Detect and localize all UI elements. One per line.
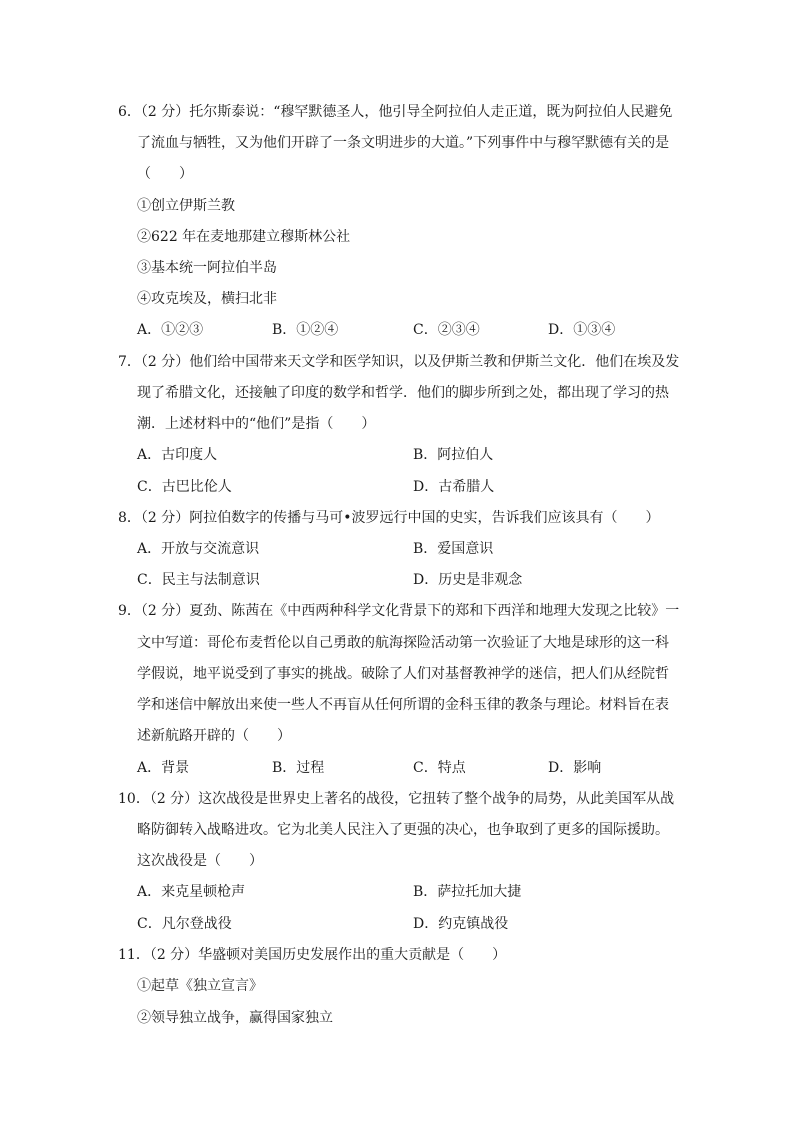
question-6-item-2: ②622 年在麦地那建立穆斯林公社: [137, 229, 351, 245]
question-6-option-b: B．①②④: [272, 322, 339, 338]
question-7-option-c: C．古巴比伦人: [137, 479, 232, 495]
question-11-stem-line-1: 11．（2 分）华盛顿对美国历史发展作出的重大贡献是（ ）: [118, 947, 507, 963]
question-6-option-a: A．①②③: [137, 322, 204, 338]
question-7-option-a: A．古印度人: [137, 447, 218, 463]
question-8-option-b: B．爱国意识: [413, 541, 494, 557]
question-9-option-d: D．影响: [548, 760, 602, 776]
question-6-item-4: ④攻克埃及，横扫北非: [137, 291, 277, 307]
question-10-option-c: C．凡尔登战役: [137, 916, 232, 932]
question-9-option-b: B．过程: [272, 760, 325, 776]
question-9-stem-line-1: 9．（2 分）夏劲、陈茜在《中西两种科学文化背景下的郑和下西洋和地理大发现之比较》一: [118, 603, 680, 619]
question-7-stem-line-2: 现了希腊文化，还接触了印度的数学和哲学．他们的脚步所到之处，都出现了学习的热: [137, 385, 669, 401]
question-7-option-d: D．古希腊人: [413, 479, 495, 495]
question-9-stem-line-5: 述新航路开辟的（ ）: [137, 728, 291, 744]
question-7-stem-line-1: 7．（2 分）他们给中国带来天文学和医学知识，以及伊斯兰教和伊斯兰文化．他们在埃及发: [118, 354, 680, 370]
question-9-stem-line-4: 学和迷信中解放出来使一些人不再盲从任何所谓的金科玉律的教条与理论。材料旨在表: [137, 697, 669, 713]
question-11-item-2: ②领导独立战争，赢得国家独立: [137, 1010, 333, 1026]
question-6-option-d: D．①③④: [548, 322, 616, 338]
question-10-stem-line-2: 略防御转入战略进攻。它为北美人民注入了更强的决心，也争取到了更多的国际援助。: [137, 822, 669, 838]
question-6-stem-line-3: （ ）: [137, 166, 193, 182]
question-8-option-a: A．开放与交流意识: [137, 541, 260, 557]
question-6-item-1: ①创立伊斯兰教: [137, 198, 235, 214]
question-7-option-b: B．阿拉伯人: [413, 447, 494, 463]
question-8-stem-line-1: 8．（2 分）阿拉伯数字的传播与马可•波罗远行中国的史实，告诉我们应该具有（ ）: [118, 510, 660, 526]
question-9-stem-line-3: 学假说，地平说受到了事实的挑战。破除了人们对基督教神学的迷信，把人们从经院哲: [137, 666, 669, 682]
question-6-stem-line-2: 了流血与牺牲，又为他们开辟了一条文明进步的大道。”下列事件中与穆罕默德有关的是: [137, 135, 670, 151]
question-9-option-c: C．特点: [413, 760, 466, 776]
question-10-option-a: A．来克星顿枪声: [137, 884, 246, 900]
question-9-option-a: A．背景: [137, 760, 190, 776]
question-10-stem-line-1: 10．（2 分）这次战役是世界史上著名的战役，它扭转了整个战争的局势，从此美国军从战: [118, 791, 675, 807]
question-9-stem-line-2: 文中写道：哥伦布麦哲伦以自己勇敢的航海探险活动第一次验证了大地是球形的这一科: [137, 635, 669, 651]
question-10-option-d: D．约克镇战役: [413, 916, 509, 932]
question-6-option-c: C．②③④: [413, 322, 480, 338]
question-8-option-d: D．历史是非观念: [413, 572, 523, 588]
question-8-option-c: C．民主与法制意识: [137, 572, 260, 588]
question-10-stem-line-3: 这次战役是（ ）: [137, 853, 263, 869]
question-10-option-b: B．萨拉托加大捷: [413, 884, 522, 900]
question-6-stem-line-1: 6．（2 分）托尔斯泰说：“穆罕默德圣人，他引导全阿拉伯人走正道，既为阿拉伯人民避免: [118, 104, 673, 120]
question-7-stem-line-3: 潮．上述材料中的“他们”是指（ ）: [137, 416, 376, 432]
question-6-item-3: ③基本统一阿拉伯半岛: [137, 260, 277, 276]
question-11-item-1: ①起草《独立宣言》: [137, 978, 263, 994]
